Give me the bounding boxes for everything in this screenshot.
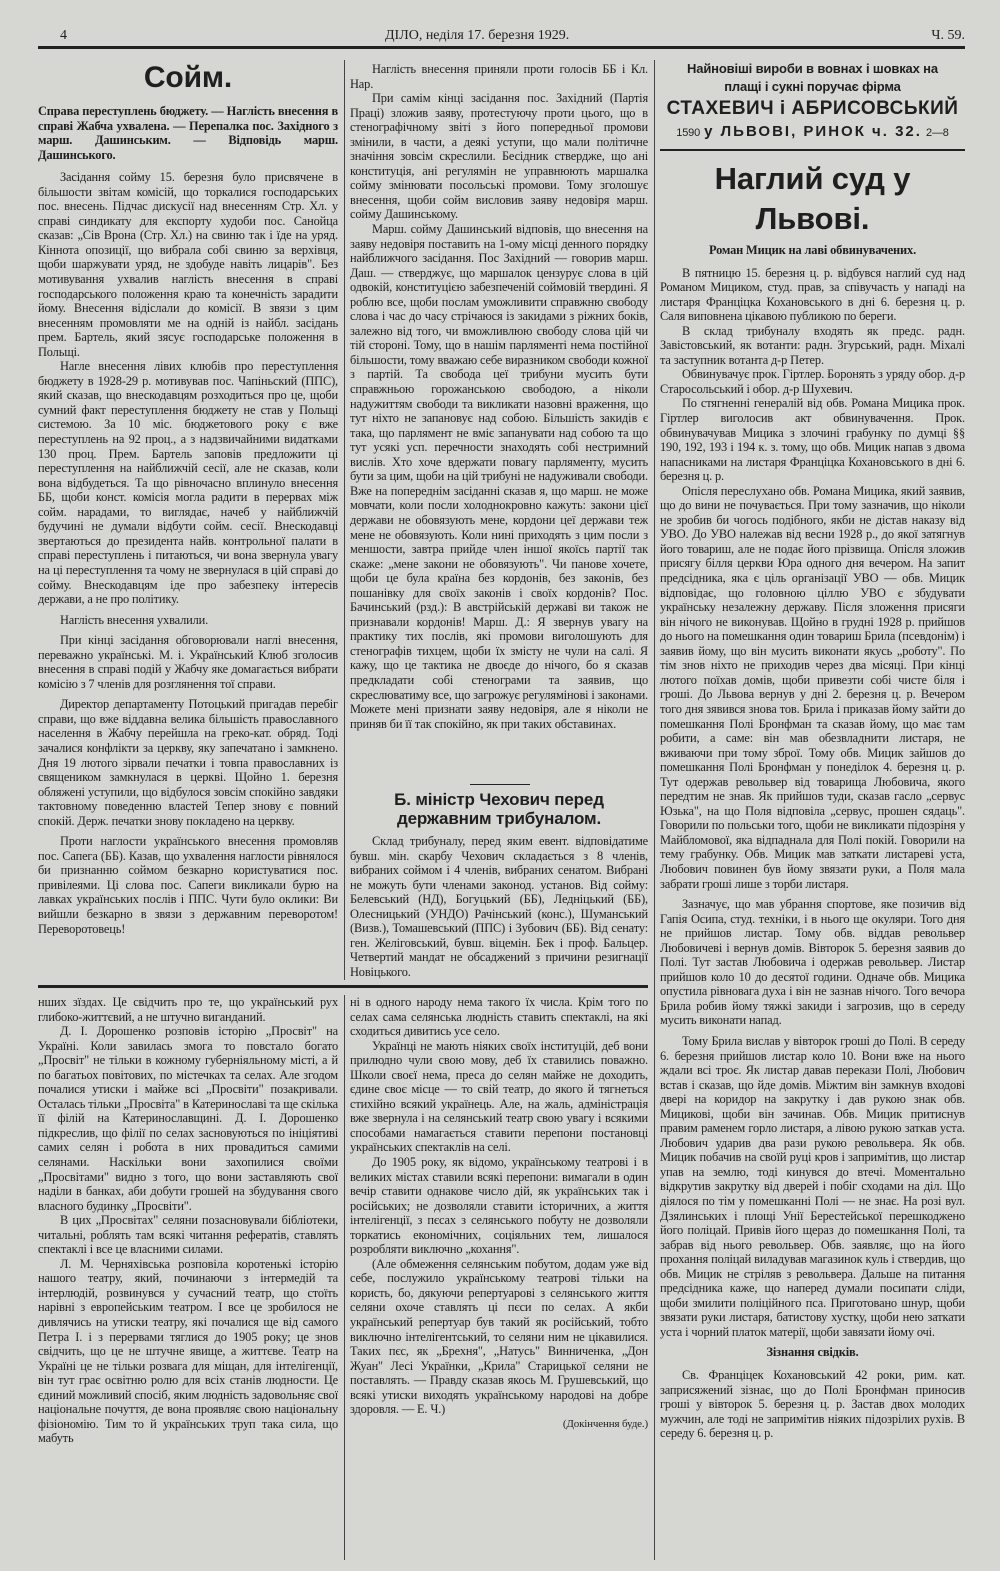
article-title: Сойм. bbox=[143, 61, 233, 94]
paragraph: В склад трибуналу входять як предс. радн. Завістовський, як вотанти: радн. Згурський, радн. Міхалі та заступник вотанта д-р Петер. bbox=[660, 323, 965, 367]
paragraph: Наглість внесення ухвалили. bbox=[60, 612, 209, 627]
paragraph: Обвинувачує прок. Гіртлер. Боронять з уряду обор. д-р Старосольський і обор. д-р Шухевич. bbox=[660, 367, 965, 396]
paragraph: Тому Брила вислав у вівторок гроші до Полі. В середу 6. березня прийшов листар коло 10. Вони вже на нього ждали всі троє. Як листар давав перекази Полі, Любович встав і сказав, що йде домів. Міжтим він замкнув входові двері на коридор на закрутку і дав рукою знак обв. Мицикові, щоби він зачинав. Обв. Мицик притиснув правим раменем горло листаря, а лівою рукою заткав уста. Любович ударив два рази рукою револьвера. Як обв. Мицик побачив на своїй руці кров і запримітив, що листар упав на землю, тоді кинувся до втечі. Моментально відкрутив закрутку від дверей і побіг сходами на діл. Що діялося по тім у помешканні Полі — не знає. На розі вул. Дзялинських і площі Унії Берестейської перешкоджено його поліцай. Привів його щераз до помешкання Полі, та забрав від нього револьвер. Обв. заявляє, що на його прохання поліцай виладував магазинок куль і ствердив, що обв. Мицик не стріляв з револьвера. Дальше на питання предсідника каже, що наперед думали посипати сліди, щоби змилити поліційного пса. Приготовано шнур, щоби звязати руки листаря, батистову хустку, щоби нею заткати уста і чорний платок матерії, щоби завязати йому очі. bbox=[660, 1033, 965, 1339]
paragraph: Нагле внесення лівих клюбів про переступлення бюджету в 1928-29 р. мотивував пос. Чапіньский (ППС), який сказав, що внескодавцям розходиться про це, щоби сумний факт переступлення бюджету не став у Польщі системою. За 10 міс. бюджетового року є вже переступлень на 92 проц., а з надзвичайними видатками 130 проц. Прем. Бартель заповів предложити ці переступлення на найближчій сесії, але не сказав, коли вона відбудеться. Та що рівночасно вплинуло внесення ББ, щоби конст. комісія могла радити в перервах між сойм. нарадами, то виглядає, начеб у найближчій будучині не думали відбути сойм. сесії. Внескодавці звертаються до президента найв. контрольної палати в справі переступлень і питаються, чи вона звернула увагу на ці переступлення та чому не звернулася в цій справі до сойму. Внескодавцям іде про забезпеку інтересів держави, а не про політику. bbox=[38, 359, 338, 607]
article-subhead: Роман Мицик на лаві обвинувачених. bbox=[708, 243, 917, 257]
paragraph: Марш. сойму Дашинський відповів, що внесення на заяву недовіря поставить на 1-ому місці денного порядку найближчого засідання. Пос Західний — говорив марш. Даш. — стверджує, що маршалок цензурує слова в цій одвокій, конституцією забезпеченій соймовій твердині. Я роблю все, щоби послам уможливити справжню свободу слова і час до часу стрічаюся із закидами з ріжних боків, залежно від того, чи вможливлюю свободу слова цій чи тій стороні. Тому, що в нашім парляменті нема постійної більшости, тому вважаю себе виразником свободи кожної з партій. Та свобода цеї трибуни мусить бути справжньою горожанською свободою, а ніколи надужиттям свободи та викликати назовні враження, що тут ніхто не запановує над собою. Більшість закидів є така, що парлямент не вміє запанувати над собою та що тут усякі усп. перечности знаходять собі нестримний вислів. Хто хоче вдержати повагу парляменту, мусить бути за цим, щоби на цій трибуні не надуживали свободи. Вже на попереднім засіданні сказав я, що марш. не може мовчати, коли посли холоднокровно кажуть: закони цієї держави не обовязують мене, кордони цеї держави теж мене не обовязують. Коли нині приходять з цим посли з меншости, завтра прийде член іншої якоїсь партії так скаже: „мене закони не обовязують". Чи панове хочете, щоби це була країна без кордонів, без законів, без пошанівку для своїх законів і своїх кордонів? Пос. Бачинський (рзд.): В австрійській державі ви також не признавали кордонів! Марш. Д.: Я звернув увагу на практику тих послів, які промови виголошують для стенографів тихцем, щоби їх змісту не чули на салі. Я кажу, що це тактика не двоєде до нічого, бо я сказав предкладати собі стенограми та заявив, що скреслюватиму все, що загрожує регулямінові і законами. Можете мені признати заяву недовіря, але я ніколи не приняв би її так спокійно, як при таких обставинах. bbox=[350, 222, 648, 731]
ad-run: 2—8 bbox=[925, 127, 949, 139]
ad-number: 1590 bbox=[676, 127, 701, 139]
chekhovych-article bbox=[350, 790, 648, 980]
ad-rule bbox=[660, 149, 965, 151]
paragraph: Українці не мають ніяких своїх інституцій, деб вони прилюдно чули свою мову, деб їх ставились поважно. Школи своєї нема, преса до селян майже не доходить, єдине своє місце — то свій театр, до якого й тягнеться стихійно всякий українець. Але, на жаль, адміністрація вже звернула і на селянський театр свою увагу і всякими способами намагається ставити перепони постановці українських спектаклів на селі. bbox=[350, 1038, 648, 1155]
paragraph: Засідання сойму 15. березня було присвячене в більшости звітам комісій, що торкалися господарських пос. внесень. Підчас дискусії над внесенням Стр. Хл. у справі синдикату для експорту худоби пос. Санойца сказав: „Сів Врона (Стр. Хл.) на свиню так і їде на уряд. Кіннота опозиції, що вибрала собі свиню за верхівця, щоби шаржувати уряд, не здобуде навіть лицарів". Без мотивування ухвалив наглість внесення в справі господарського положення краю та конечність зарадити йому. Внесення відіслали до комісії. В звязи з цим внесенням промовляти ме на одній із найбл. засідань прем. Бартель, який зясує господарське положення в Польщі. bbox=[38, 170, 338, 359]
ad-address: у ЛЬВОВІ, РИНОК ч. 32. bbox=[704, 123, 922, 140]
paragraph: Проти наглости українського внесення промовляв пос. Сапега (ББ). Казав, що ухвалення наглости рівнялося би признанню соймом безкарно користуватися пос. привілеями. Ці слова пос. Сапеги викликали бурю на лавках українських послів і ППС. Чути було оклики: Ви вийшли безкарно в звязи з державним переворотом! Переворотовець! bbox=[38, 834, 338, 936]
paragraph: Склад трибуналу, перед яким евент. відповідатиме бувш. мін. скарбу Чехович складається з 8 членів, вибраних соймом і 4 членів, вибраних сенатом. Вибрані не можуть бути членами законод. установ. Від сойму: Белевський (НД), Богуцький (ББ), Ледніцький (ББ), Олесницький (УНДО) Рачінський (конс.), Шуманський (Визв.), Томашевський (ППС) і Зубович (ББ). Від сенату: ген. Желіговський, бувш. віцемін. Бек і проф. Бальцер. Четвертий мандат не обсаджений з причини резигнації Новіцького. bbox=[350, 834, 648, 979]
column-divider bbox=[654, 60, 655, 1560]
paragraph: ні в одного народу нема такого їх числа. Крім того по селах сама селянська людність ставить спектаклі, на які сходиться дивитись усе село. bbox=[350, 995, 648, 1039]
sojm-article-col1 bbox=[38, 58, 338, 983]
paragraph: Св. Франціцек Кохановський 42 роки, рим. кат. заприсяжений зізнає, що до Полі Бронфман приносив гроші у вівторок 5. березня ц. р. Застав двох молодих мужчин, але тоді не запримітив ніяких підозрілих рухів. В середу 6. березня ц. р. bbox=[660, 1368, 965, 1441]
article-title: Наглий суд у Львові. bbox=[714, 161, 911, 236]
ad-line: плащі і сукні поручає фірма bbox=[724, 79, 901, 94]
ad-line: Найновіші вироби в вовнах і шовках на bbox=[687, 61, 938, 76]
separator bbox=[470, 784, 530, 785]
paragraph: (Але обмеження селянським побутом, додам уже від себе, послужило українському театрові тільки на користь, бо, дякуючи репертуарові з селянського життя селяни охоче ставлять ці пєси по селах. А якби український репертуар був такий як російський, тобто виключно інтелігентський, то селяни ним не цікавилися. Таких пєс, як „Брехня", „Натусь" Винниченка, „Дон Жуан" Лесі Українки, „Крила" Старицької селяни не поставлять. — Правду сказав якось М. Грушевський, що всякі утиски виходять українському народові на добре здоровля. — Е. Ч.) bbox=[350, 1256, 648, 1417]
page-number: 4 bbox=[60, 28, 67, 43]
paragraph: Опісля переслухано обв. Романа Мицика, який заявив, що до вини не почувається. При тому зазначив, що ніколи не зробив би чогось подібного, якби не дістав наказу від УВО. До УВО належав від весни 1928 р., до якої затягнув його товариш, але не подає його прізвища. Опісля зложив присягу білля церкви Юра одного дня вечером. На запит предсідника, яка є ціль організації УВО — обв. Мицик відповідає, що головною ціллю УВО є збудувати українську незалежну державу. Після зложення присяги він нічого не виконував. Щойно в грудні 1928 р. прийшов до нього на помешкання один товариш Брила (псевдонім) і заявив йому, що він мусить виконати якусь „роботу". По тім знов ніхто не приходив через два місяці. При кінці лютого поїхав домів, щоби привезти собі чисте біля і гроші. До Львова вернув у дні 2. березня ц. р. Вечером того дня зявився знова тов. Брила і приказав йому зайти до помешкання Полі Бронфман та сказав йому, що має там робити, а саме: він мав обезвладнити листаря, не вживаючи при тому зброї. Тому обв. Мицик зайшов до помешкання Полі Бронфман у понеділок 4. березня ц. р. Тут одержав револьвер від товарища Любовича, якого передтим не знав. Як прийшов туди, сказав гасло „сервус Юзька", на що Поля відповіла „сервус, прошен сядаць". Говорили по польськи того, щоби не викликати підозріня у Майбломової, яка відпаднала для Полі покій. Говорили на тему грабунку. Обв. Мицик мав заткати листареві уста, Любович повинен був йому звязати руки, а Поля мала забрати гроші лише з торби листаря. bbox=[660, 483, 965, 891]
paragraph: Директор департаменту Потоцький пригадав перебіг справи, що вже віддавна велика більшість православного населення в Жабчу перейшла на греко-кат. обряд. Тоді зачалися конфлікти за церкву, яку запечатано і замкнено. Дня 19 лютого зірвали печатки і товпа православних із священиком замкнулася в церкві. Щойно 1. березня обляжені уступили, що відбулося зовсім спокійно завдяки тактовному поведенню властей Тепер знову є повний спокій. Держ. печатки знову покладено на церкву. bbox=[38, 697, 338, 828]
column-divider bbox=[344, 995, 345, 1560]
header-rule bbox=[38, 46, 965, 49]
page-header bbox=[60, 28, 965, 44]
paragraph: До 1905 року, як відомо, українському театрові і в великих містах ставили всякі перепони: вимагали в один вечір ставити однакове число дій, як українських так і російських; не дозволяли ставити історичних, а життя інтелігенції, з пєсах з селянського побуту не дозволяли торкатись економічних, соціяльних тем, лишалося розробляти виключно „кохання". bbox=[350, 1155, 648, 1257]
ad-firm-name: СТАХЕВИЧ і АБРИСОВСЬКИЙ bbox=[666, 98, 959, 119]
paragraph: Д. І. Дорошенко розповів історію „Просвіт" на Україні. Коли завилась змога то повстало богато „Просвіт" не тільки в кожному губерніяльному місті, а й по багатьох повітових, по містечках та селах. Але згодом почалися утиски і майже всі „Просвіти" позакривали. Осталась тільки „Просвіта" в Катеринославі та ще скілька її філій на Катеринославщині. Д. І. Дорошенко підкреслив, що філії по селах засновуються по ініціятиві самих селян і робота в них провадиться самими селянами. Наскільки вони захопилися своїми „Просвітами" видно з того, що вони заставляють свої наділи в банках, аби добути грошей на збудування свого власного будинку „Просвіти". bbox=[38, 1024, 338, 1213]
column-divider bbox=[344, 60, 345, 980]
feuilleton-rule bbox=[38, 985, 648, 988]
paragraph: При самім кінці засідання пос. Західний (Партія Праці) зложив заяву, протестуючу проти цього, що в стенографічному звіті з його попередньої промови змінили, в части, а деякі уступи, що мали політичне значіння зовсім скреслили. Бесідник ствердже, що ані конституція, ані регулямін не управнюють маршалка сойму змінювати посольські промови. Тому зголошує внесення, щоби сойм висловив заяву недовіря марш. сойму Дашинському. bbox=[350, 91, 648, 222]
sojm-article-col2 bbox=[350, 62, 648, 782]
feuilleton-col1 bbox=[38, 995, 338, 1563]
trial-column bbox=[660, 60, 965, 1565]
paragraph: Зазначує, що мав убрання спортове, яке позичив від Гапія Осипа, студ. техніки, і в нього ще окуляри. Того дня не прийшов листар. Тому обв. віддав револьвер Любовичеві і вернув домів. Вівторок 5. березня заявив до Полі. Тут застав Любовича і одержав револьвер. Листар прийшов коло 10 до десятої години. Одначе обв. Мицика опустила рівновага духа і він не зазнав нічого. Того вечора Брила робив йому тяжкі закиди і загрозив, що в середу мусить виконати напад. bbox=[660, 897, 965, 1028]
feuilleton-col2 bbox=[350, 995, 648, 1563]
continuation-note: (Докінчення буде.) bbox=[562, 1417, 648, 1430]
article-title: Б. міністр Чехович перед державним трибуналом. bbox=[394, 790, 604, 828]
paragraph: По стягненні генералій від обв. Романа Мицика прок. Гіртлер виголосив акт обвинувачення. Прок. обвинувачував Мицика з злочині грабунку по думці §§ 190, 192, 193 і 194 к. з. тому, що обв. Мицик напав з двома напасниками на листаря Франціцка Кохановського в дні 6. березня ц. р. bbox=[660, 396, 965, 484]
section-heading: Зізнання свідків. bbox=[766, 1345, 859, 1360]
paragraph: При кінці засідання обговорювали наглі внесення, переважно українські. М. і. Український Клюб зголосив внесення в справі подій у Жабчу яке домагається вибрати комісію з 7 членів для розглянення тої справи. bbox=[38, 633, 338, 691]
advertisement bbox=[660, 60, 965, 143]
issue-number: Ч. 59. bbox=[931, 28, 965, 43]
paragraph: Наглість внесення приняли проти голосів ББ і Кл. Нар. bbox=[350, 62, 648, 91]
masthead: ДІЛО, неділя 17. березня 1929. bbox=[385, 28, 570, 43]
paragraph: Л. М. Черняхівська розповіла коротенькі історію нашого театру, який, починаючи з інтермедій та інтерлюдій, розвинувся у сучасний театр, що стоїть нарівні з европейським театром. І все це зробилося не дивлячись на утиски театру, які почалися ще від самого Петра І. і з перервами тяглися до 1905 року; це знов свідчить, що це не штучне явище, а життєве. Театр на Україні це не тільки розвага для міщан, для інтелігенції, він тут грає освітню ролю для всіх станів людности. Це єдиний можливий спосіб, яким людність задовольняє свої національне почуття, де вона проявляє свою національну фізіономію. Тим то й українських труп така сила, що мабуть bbox=[38, 1256, 338, 1446]
paragraph: нших зїздах. Це свідчить про те, що український рух глибоко-життєвий, а не штучно виганданий. bbox=[38, 995, 338, 1024]
paragraph: В цих „Просвітах" селяни позасновували бібліотеки, читальні, роблять там всякі читання рефератів, ставлять спектаклі і все це власними силами. bbox=[38, 1213, 338, 1257]
article-subhead: Справа переступлень бюджету. — Наглість внесення в справі Жабча ухвалена. — Перепалка пос. Західного з марш. Дашинським. — Відповідь марш. Дашинського. bbox=[38, 104, 338, 162]
paragraph: В пятницю 15. березня ц. р. відбувся наглий суд над Романом Мициком, студ. прав, за співучасть у нападі на листаря Франціцка Кохановського в дні 6. березня ц. р. Саля виповнена цікавою публикою по береги. bbox=[660, 265, 965, 324]
